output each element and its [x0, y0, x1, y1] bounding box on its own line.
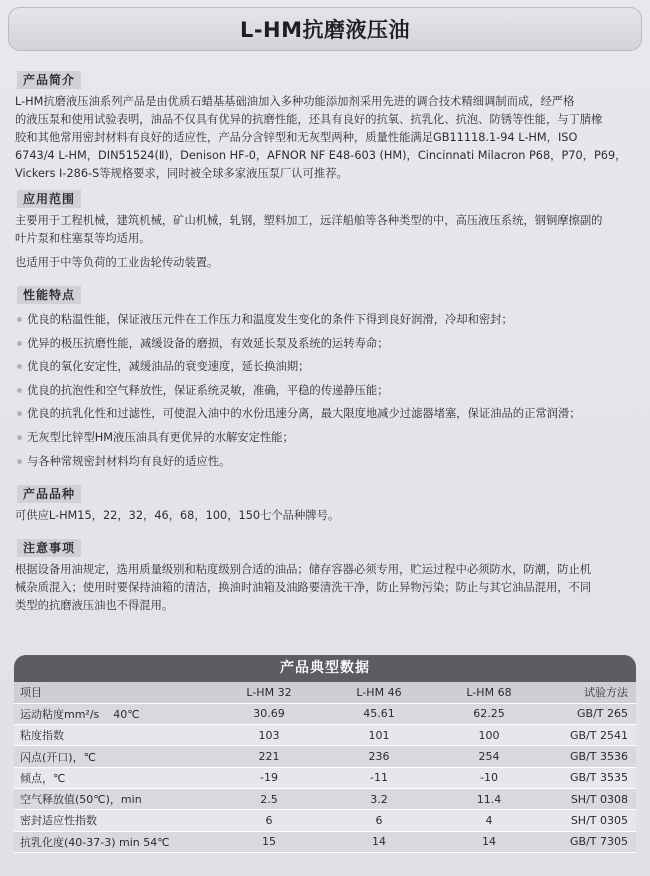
application-line: 叶片泵和柱塞泵等均适用。 [15, 232, 151, 245]
bullet-icon [17, 341, 22, 346]
header-method: 试验方法 [584, 686, 628, 700]
row-lhm32 [214, 831, 324, 852]
row-item [14, 703, 214, 724]
table-header-row [14, 682, 636, 703]
row-method [544, 746, 636, 767]
row-method [544, 725, 636, 746]
row-lhm46-text: 45.61 [363, 707, 395, 721]
row-method [544, 831, 636, 852]
row-lhm68-text: 100 [478, 728, 500, 742]
row-lhm32-text: 30.69 [253, 707, 285, 721]
bullet-icon [17, 435, 22, 440]
table-row [14, 725, 636, 746]
row-method [544, 767, 636, 788]
grades-heading: 产品品种 [17, 485, 81, 503]
table-title: 产品典型数据 [14, 655, 636, 682]
notes-heading: 注意事项 [17, 539, 81, 557]
header-lhm46: L-HM 46 [356, 685, 402, 699]
intro-line: Vickers I-286-S等规格要求，同时被全球多家液压泵厂认可推荐。 [15, 167, 348, 180]
application-extra: 也适用于中等负荷的工业齿轮传动装置。 [15, 256, 219, 269]
row-item [14, 725, 214, 746]
row-lhm46 [324, 725, 434, 746]
feature-text: 优良的氧化安定性，减缓油品的衰变速度，延长换油期； [27, 360, 310, 374]
row-lhm32-text: -19 [260, 771, 278, 785]
feature-text: 无灰型比锌型HM液压油具有更优异的水解安定性能； [27, 430, 294, 444]
notes-line: 类型的抗磨液压油也不得混用。 [15, 599, 174, 612]
row-method [544, 810, 636, 831]
table-row [14, 767, 636, 788]
row-lhm46-text: 6 [375, 813, 383, 827]
row-item [14, 788, 214, 809]
data-table [14, 682, 636, 853]
intro-line: 的液压泵和使用试验表明，油品不仅具有优异的抗磨性能，还具有良好的抗氧、抗乳化、抗泡、防锈等性能，与丁腈橡 [15, 113, 603, 126]
row-item [14, 810, 214, 831]
row-method-text: GB/T 7305 [570, 835, 628, 849]
intro-line: 6743/4 L-HM，DIN51524(Ⅱ)，Denison HF-0，AFNOR NF E48-603 (HM)，Cincinnati Milacron P68，P70，P69， [15, 149, 627, 162]
bullet-icon [17, 388, 22, 393]
row-item-text: 闪点(开口)，℃ [20, 750, 96, 764]
row-lhm46 [324, 703, 434, 724]
row-lhm32-text: 6 [265, 813, 273, 827]
row-lhm68-text: -10 [480, 771, 498, 785]
feature-item [15, 426, 637, 450]
row-lhm68 [434, 746, 544, 767]
row-method-text: SH/T 0305 [570, 813, 628, 827]
table-row [14, 810, 636, 831]
bullet-icon [17, 411, 22, 416]
notes-line: 根据设备用油规定，选用质量级别和粘度级别合适的油品；储存容器必须专用，贮运过程中必须防水，防潮，防止机 [15, 563, 592, 576]
row-lhm68-text: 4 [485, 813, 493, 827]
row-lhm32-text: 221 [258, 750, 280, 764]
row-item [14, 767, 214, 788]
row-lhm46-text: 236 [368, 750, 390, 764]
row-item [14, 746, 214, 767]
row-lhm68-text: 62.25 [473, 707, 505, 721]
feature-item [15, 379, 637, 403]
table-row [14, 831, 636, 852]
row-lhm68-text: 14 [482, 835, 496, 849]
row-method-text: GB/T 3536 [570, 750, 628, 764]
row-lhm32-text: 15 [262, 835, 276, 849]
row-lhm32 [214, 725, 324, 746]
row-item-text: 密封适应性指数 [20, 814, 97, 828]
notes-section [15, 537, 637, 615]
row-lhm46 [324, 746, 434, 767]
intro-line: 胶和其他常用密封材料有良好的适应性，产品分含锌型和无灰型两种，质量性能满足GB11118.1-94 L-HM，ISO [15, 131, 578, 144]
row-lhm32 [214, 767, 324, 788]
table-row [14, 788, 636, 809]
row-item-text: 抗乳化度(40-37-3) min 54℃ [20, 835, 170, 849]
grades-section [15, 483, 637, 525]
row-lhm68 [434, 703, 544, 724]
row-lhm68 [434, 767, 544, 788]
features-heading: 性能特点 [17, 286, 81, 304]
feature-text: 优异的极压抗磨性能，减缓设备的磨损，有效延长泵及系统的运转寿命； [27, 336, 389, 350]
row-lhm46-text: 14 [372, 835, 386, 849]
row-lhm32 [214, 746, 324, 767]
header-item: 项目 [20, 686, 42, 700]
feature-text: 优良的抗泡性和空气释放性，保证系统灵敏，准确，平稳的传递静压能； [27, 383, 389, 397]
row-item-text: 粘度指数 [20, 729, 64, 743]
row-lhm46 [324, 788, 434, 809]
row-lhm68-text: 11.4 [476, 792, 502, 806]
table-row [14, 746, 636, 767]
row-item-text: 运动粘度mm²/s [20, 707, 100, 721]
row-method-text: SH/T 0308 [570, 792, 628, 806]
row-item-text: 空气释放值(50℃)，min [20, 793, 142, 807]
table-row [14, 703, 636, 724]
feature-item [15, 308, 637, 332]
application-section [15, 188, 637, 272]
feature-item [15, 402, 637, 426]
row-item-text: 倾点，℃ [20, 771, 66, 785]
row-lhm32-text: 2.5 [260, 792, 278, 806]
row-method-text: GB/T 265 [577, 707, 628, 721]
row-method-text: GB/T 2541 [570, 728, 628, 742]
intro-section [15, 69, 637, 183]
row-lhm46 [324, 831, 434, 852]
row-method-text: GB/T 3535 [570, 771, 628, 785]
grades-text: 可供应L-HM15，22，32，46，68，100，150七个品种牌号。 [15, 509, 340, 522]
row-method [544, 703, 636, 724]
row-lhm68 [434, 725, 544, 746]
feature-item [15, 450, 637, 474]
row-lhm68 [434, 810, 544, 831]
feature-text: 优良的粘温性能，保证液压元件在工作压力和温度发生变化的条件下得到良好润滑，冷却和密封； [27, 313, 513, 326]
page-title: L-HM抗磨液压油 [8, 7, 642, 51]
typical-data-table [14, 655, 636, 860]
row-lhm68 [434, 788, 544, 809]
row-lhm46-text: 3.2 [370, 792, 388, 806]
feature-item [15, 332, 637, 356]
feature-item [15, 355, 637, 379]
bullet-icon [17, 364, 22, 369]
application-line: 主要用于工程机械，建筑机械，矿山机械，轧钢，塑料加工，远洋船舶等各种类型的中，高压液压系统，钢铜摩擦副的 [15, 214, 603, 227]
feature-text: 与各种常规密封材料均有良好的适应性。 [27, 454, 231, 468]
feature-text: 优良的抗乳化性和过滤性，可使混入油中的水份迅速分离，最大限度地减少过滤器堵塞，保证油品的正常润滑； [27, 407, 581, 421]
intro-heading: 产品简介 [17, 71, 81, 89]
row-lhm46-text: 101 [368, 728, 390, 742]
row-lhm46 [324, 810, 434, 831]
header-lhm68: L-HM 68 [466, 685, 512, 699]
row-lhm32 [214, 810, 324, 831]
row-lhm46-text: -11 [370, 771, 388, 785]
application-heading: 应用范围 [17, 190, 81, 208]
row-lhm68 [434, 831, 544, 852]
header-lhm32: L-HM 32 [246, 685, 292, 699]
notes-line: 械杂质混入；使用时要保持油箱的清洁，换油时油箱及油路要清洗干净，防止异物污染；防止与其它油品混用，不同 [15, 581, 592, 594]
bullet-icon [17, 317, 22, 322]
row-method [544, 788, 636, 809]
row-lhm32-text: 103 [258, 728, 280, 742]
row-lhm32 [214, 703, 324, 724]
row-lhm68-text: 254 [478, 750, 500, 764]
row-lhm32 [214, 788, 324, 809]
features-section [15, 284, 637, 473]
row-item [14, 831, 214, 852]
bullet-icon [17, 459, 22, 464]
intro-line: L-HM抗磨液压油系列产品是由优质石蜡基基础油加入多种功能添加剂采用先进的调合技术精细调制而成，经严格 [15, 95, 575, 108]
row-lhm46 [324, 767, 434, 788]
row-temp: 40℃ [113, 707, 140, 721]
